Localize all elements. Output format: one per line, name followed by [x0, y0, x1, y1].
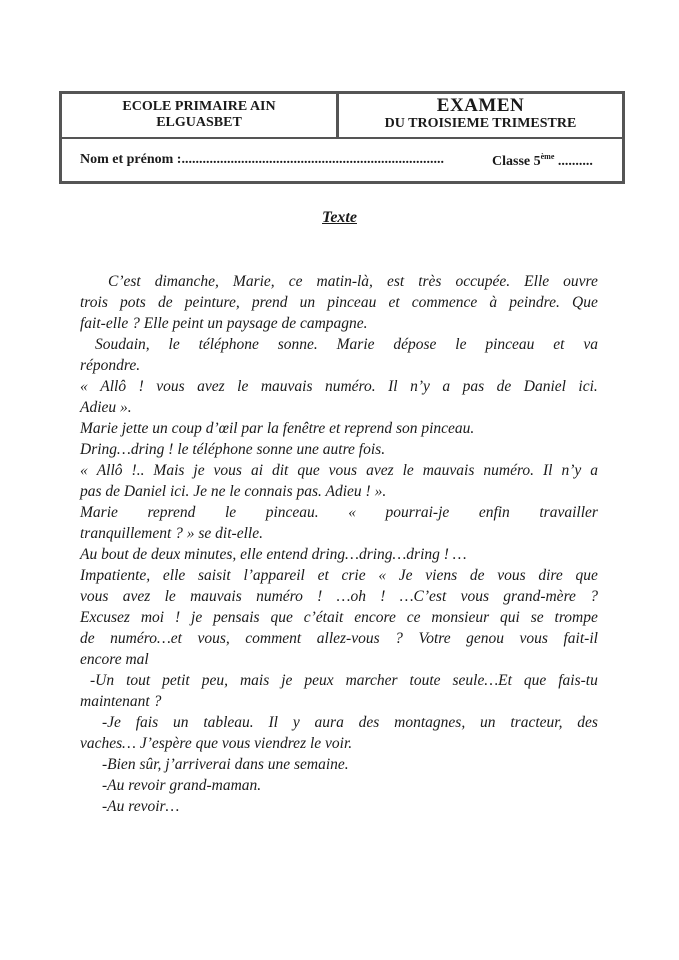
passage-word: que	[575, 567, 598, 584]
passage-word: qui	[500, 609, 520, 626]
passage-word: travailler	[539, 504, 598, 521]
passage-word: Soudain,	[95, 336, 150, 353]
passage-line: encore mal	[80, 651, 149, 668]
passage-word: vous	[519, 630, 548, 647]
passage-word: un	[299, 294, 316, 311]
passage-word: Allô	[100, 378, 127, 395]
passage-line: tranquillement ? » se dit-elle.	[80, 525, 263, 542]
passage-word: et	[553, 336, 565, 353]
passage-word: dit	[271, 462, 289, 479]
passage-line: vaches… J’espère que vous viendrez le voir.	[80, 735, 353, 752]
passage-word: numéro.	[324, 378, 376, 395]
passage-line: pas de Daniel ici. Je ne le connais pas. Adieu ! ».	[80, 483, 387, 500]
passage-line: maintenant ?	[80, 693, 162, 710]
passage-word: !	[380, 588, 386, 605]
passage-line: Dring…dring ! le téléphone sonne une autre fois.	[80, 441, 386, 458]
school-name-line2: ELGUASBET	[156, 115, 242, 130]
passage-line	[80, 271, 598, 292]
passage-word: numéro	[256, 588, 303, 605]
passage-word: c’était	[303, 609, 344, 626]
header-top-row	[62, 94, 622, 139]
passage-word: Je	[398, 567, 413, 584]
passage-word: l’appareil	[243, 567, 305, 584]
passage-line	[80, 376, 598, 397]
passage-line: fait-elle ? Elle peint un paysage de campagne.	[80, 315, 368, 332]
passage-word: peindre.	[509, 294, 560, 311]
school-name-cell	[62, 94, 339, 137]
exam-title: EXAMEN	[436, 95, 525, 116]
passage-word: «	[348, 504, 356, 521]
passage-word: tout	[126, 672, 151, 689]
passage-line	[80, 712, 598, 733]
passage-word: vous	[497, 567, 526, 584]
passage-word: ce	[288, 273, 303, 290]
passage-word: à	[489, 294, 498, 311]
passage-line	[80, 334, 598, 355]
passage-word: marcher	[345, 672, 398, 689]
passage-word: Il	[268, 714, 278, 731]
passage-word: avez	[366, 462, 394, 479]
exam-header	[59, 91, 625, 184]
passage-word: commence	[411, 294, 478, 311]
passage-word: téléphone	[198, 336, 259, 353]
passage-word: y	[292, 714, 300, 731]
passage-word: «	[80, 462, 88, 479]
passage-word: «	[378, 567, 387, 584]
passage-word: dimanche,	[154, 273, 219, 290]
passage-word: monsieur	[431, 609, 490, 626]
passage-word: de	[496, 378, 512, 395]
passage-word: le	[455, 336, 467, 353]
text-title: Texte	[322, 209, 357, 226]
passage-word: le	[237, 378, 249, 395]
passage-line: Au bout de deux minutes, elle entend dring…dring…dring ! …	[80, 546, 467, 563]
passage-word: Votre	[418, 630, 451, 647]
passage-word: reprend	[147, 504, 196, 521]
passage-word: et	[317, 567, 329, 584]
passage-word: …oh	[336, 588, 366, 605]
passage-word: et	[388, 294, 400, 311]
passage-word: crie	[341, 567, 366, 584]
passage-word: peu,	[201, 672, 228, 689]
passage-word: peinture,	[184, 294, 240, 311]
passage-word: Mais	[153, 462, 185, 479]
passage-word: fais	[135, 714, 159, 731]
passage-word: vous	[156, 378, 185, 395]
class-label-sup: ème	[540, 152, 555, 161]
passage-word: !	[317, 588, 323, 605]
passage-word: comment	[245, 630, 302, 647]
passage-word: le	[402, 462, 414, 479]
passage-word: -Un	[90, 672, 115, 689]
passage-word: pourrai-je	[385, 504, 450, 521]
passage-word: Marie	[80, 504, 118, 521]
passage-word: avez	[122, 588, 151, 605]
passage-word: je	[193, 462, 205, 479]
passage-word: encore	[354, 609, 396, 626]
class-field-label	[492, 152, 593, 170]
passage-word: je	[191, 609, 203, 626]
passage-word: de	[469, 567, 485, 584]
passage-word: de	[157, 294, 173, 311]
passage-word: moi	[140, 609, 165, 626]
passage-word: allez-vous	[316, 630, 380, 647]
passage-word: Marie,	[232, 273, 275, 290]
passage-word: aura	[314, 714, 344, 731]
reading-passage	[80, 271, 598, 817]
passage-word: dire	[538, 567, 563, 584]
passage-word: Daniel	[523, 378, 566, 395]
passage-word: avez	[197, 378, 225, 395]
passage-word: Que	[572, 294, 598, 311]
passage-line: Adieu ».	[80, 399, 132, 416]
passage-word: ?	[395, 630, 403, 647]
passage-line: -Au revoir grand-maman.	[102, 777, 262, 794]
passage-word: seule…Et	[452, 672, 512, 689]
school-name-line1: ECOLE PRIMAIRE AIN	[122, 99, 276, 114]
passage-word: que	[270, 609, 293, 626]
passage-word: pensais	[213, 609, 260, 626]
passage-word: prend	[251, 294, 288, 311]
passage-word: n’y	[561, 462, 582, 479]
passage-word: vous	[328, 462, 358, 479]
passage-word: je	[281, 672, 293, 689]
passage-word: très	[418, 273, 442, 290]
passage-word: pinceau.	[265, 504, 319, 521]
passage-word: vous	[460, 588, 489, 605]
passage-line	[80, 670, 598, 691]
passage-word: des	[577, 714, 598, 731]
passage-word: peux	[304, 672, 334, 689]
passage-word: …C’est	[399, 588, 447, 605]
passage-word: «	[80, 378, 88, 395]
passage-word: numéro…et	[110, 630, 182, 647]
passage-word: se	[530, 609, 544, 626]
passage-word: ce	[406, 609, 421, 626]
passage-word: va	[583, 336, 598, 353]
passage-word: a	[442, 378, 451, 395]
passage-word: C’est	[108, 273, 141, 290]
passage-word: le	[164, 588, 176, 605]
passage-word: a	[590, 462, 598, 479]
passage-word: pinceau	[327, 294, 377, 311]
passage-word: pots	[120, 294, 146, 311]
passage-word: montagnes,	[394, 714, 466, 731]
passage-line	[80, 460, 598, 481]
passage-word: ai	[250, 462, 263, 479]
passage-word: dépose	[393, 336, 437, 353]
passage-line	[80, 628, 598, 649]
passage-word: de	[80, 630, 95, 647]
passage-word: des	[358, 714, 380, 731]
passage-word: saisit	[197, 567, 231, 584]
passage-word: enfin	[478, 504, 510, 521]
class-label-dots: ..........	[554, 154, 593, 169]
passage-line: répondre.	[80, 357, 141, 374]
passage-word: Marie	[336, 336, 375, 353]
passage-word: occupée.	[455, 273, 511, 290]
passage-word: mais	[239, 672, 270, 689]
passage-word: pinceau	[485, 336, 535, 353]
passage-line	[80, 565, 598, 586]
passage-word: Elle	[524, 273, 550, 290]
passage-word: que	[297, 462, 320, 479]
passage-line: -Bien sûr, j’arriverai dans une semaine.	[102, 756, 349, 773]
exam-subtitle: DU TROISIEME TRIMESTRE	[384, 116, 577, 131]
passage-word: ?	[590, 588, 598, 605]
passage-word: !	[174, 609, 181, 626]
passage-word: elle	[162, 567, 186, 584]
passage-word: matin-là,	[316, 273, 373, 290]
passage-word: un	[172, 714, 189, 731]
passage-word: -Je	[102, 714, 121, 731]
passage-word: fais-tu	[558, 672, 598, 689]
passage-word: viens	[425, 567, 458, 584]
passage-word: ici.	[578, 378, 598, 395]
passage-word: trompe	[554, 609, 598, 626]
passage-word: pas	[462, 378, 485, 395]
passage-word: que	[523, 672, 547, 689]
passage-word: mauvais	[260, 378, 313, 395]
passage-line	[80, 502, 598, 523]
passage-word: trois	[80, 294, 108, 311]
passage-line	[80, 586, 598, 607]
name-field-label: Nom et prénom :...........................................................................	[80, 152, 444, 167]
passage-word: Allô	[96, 462, 123, 479]
passage-word: Impatiente,	[80, 567, 151, 584]
passage-word: ouvre	[563, 273, 598, 290]
passage-word: fait-il	[563, 630, 598, 647]
exam-title-cell	[339, 94, 622, 137]
passage-word: le	[224, 504, 237, 521]
passage-word: !	[138, 378, 144, 395]
passage-word: petit	[162, 672, 190, 689]
passage-word: toute	[409, 672, 441, 689]
passage-word: Excusez	[80, 609, 130, 626]
passage-word: mauvais	[422, 462, 475, 479]
passage-word: vous	[80, 588, 109, 605]
passage-word: tableau.	[203, 714, 254, 731]
passage-word: grand-mère	[503, 588, 576, 605]
passage-word: vous,	[197, 630, 230, 647]
passage-line	[80, 292, 598, 313]
passage-word: tracteur,	[510, 714, 563, 731]
passage-word: vous	[213, 462, 242, 479]
passage-line: -Au revoir…	[102, 798, 180, 815]
passage-word: !..	[131, 462, 145, 479]
passage-word: est	[386, 273, 405, 290]
passage-word: numéro.	[483, 462, 535, 479]
passage-line	[80, 607, 598, 628]
passage-word: mauvais	[190, 588, 242, 605]
passage-word: un	[480, 714, 496, 731]
passage-word: sonne.	[277, 336, 318, 353]
class-label-text: Classe 5	[492, 154, 541, 169]
passage-word: genou	[466, 630, 505, 647]
passage-word: Il	[543, 462, 553, 479]
passage-line: Marie jette un coup d’œil par la fenêtre et reprend son pinceau.	[80, 420, 475, 437]
passage-word: n’y	[410, 378, 430, 395]
student-info-row	[62, 139, 622, 181]
passage-word: Il	[388, 378, 398, 395]
passage-word: le	[168, 336, 180, 353]
